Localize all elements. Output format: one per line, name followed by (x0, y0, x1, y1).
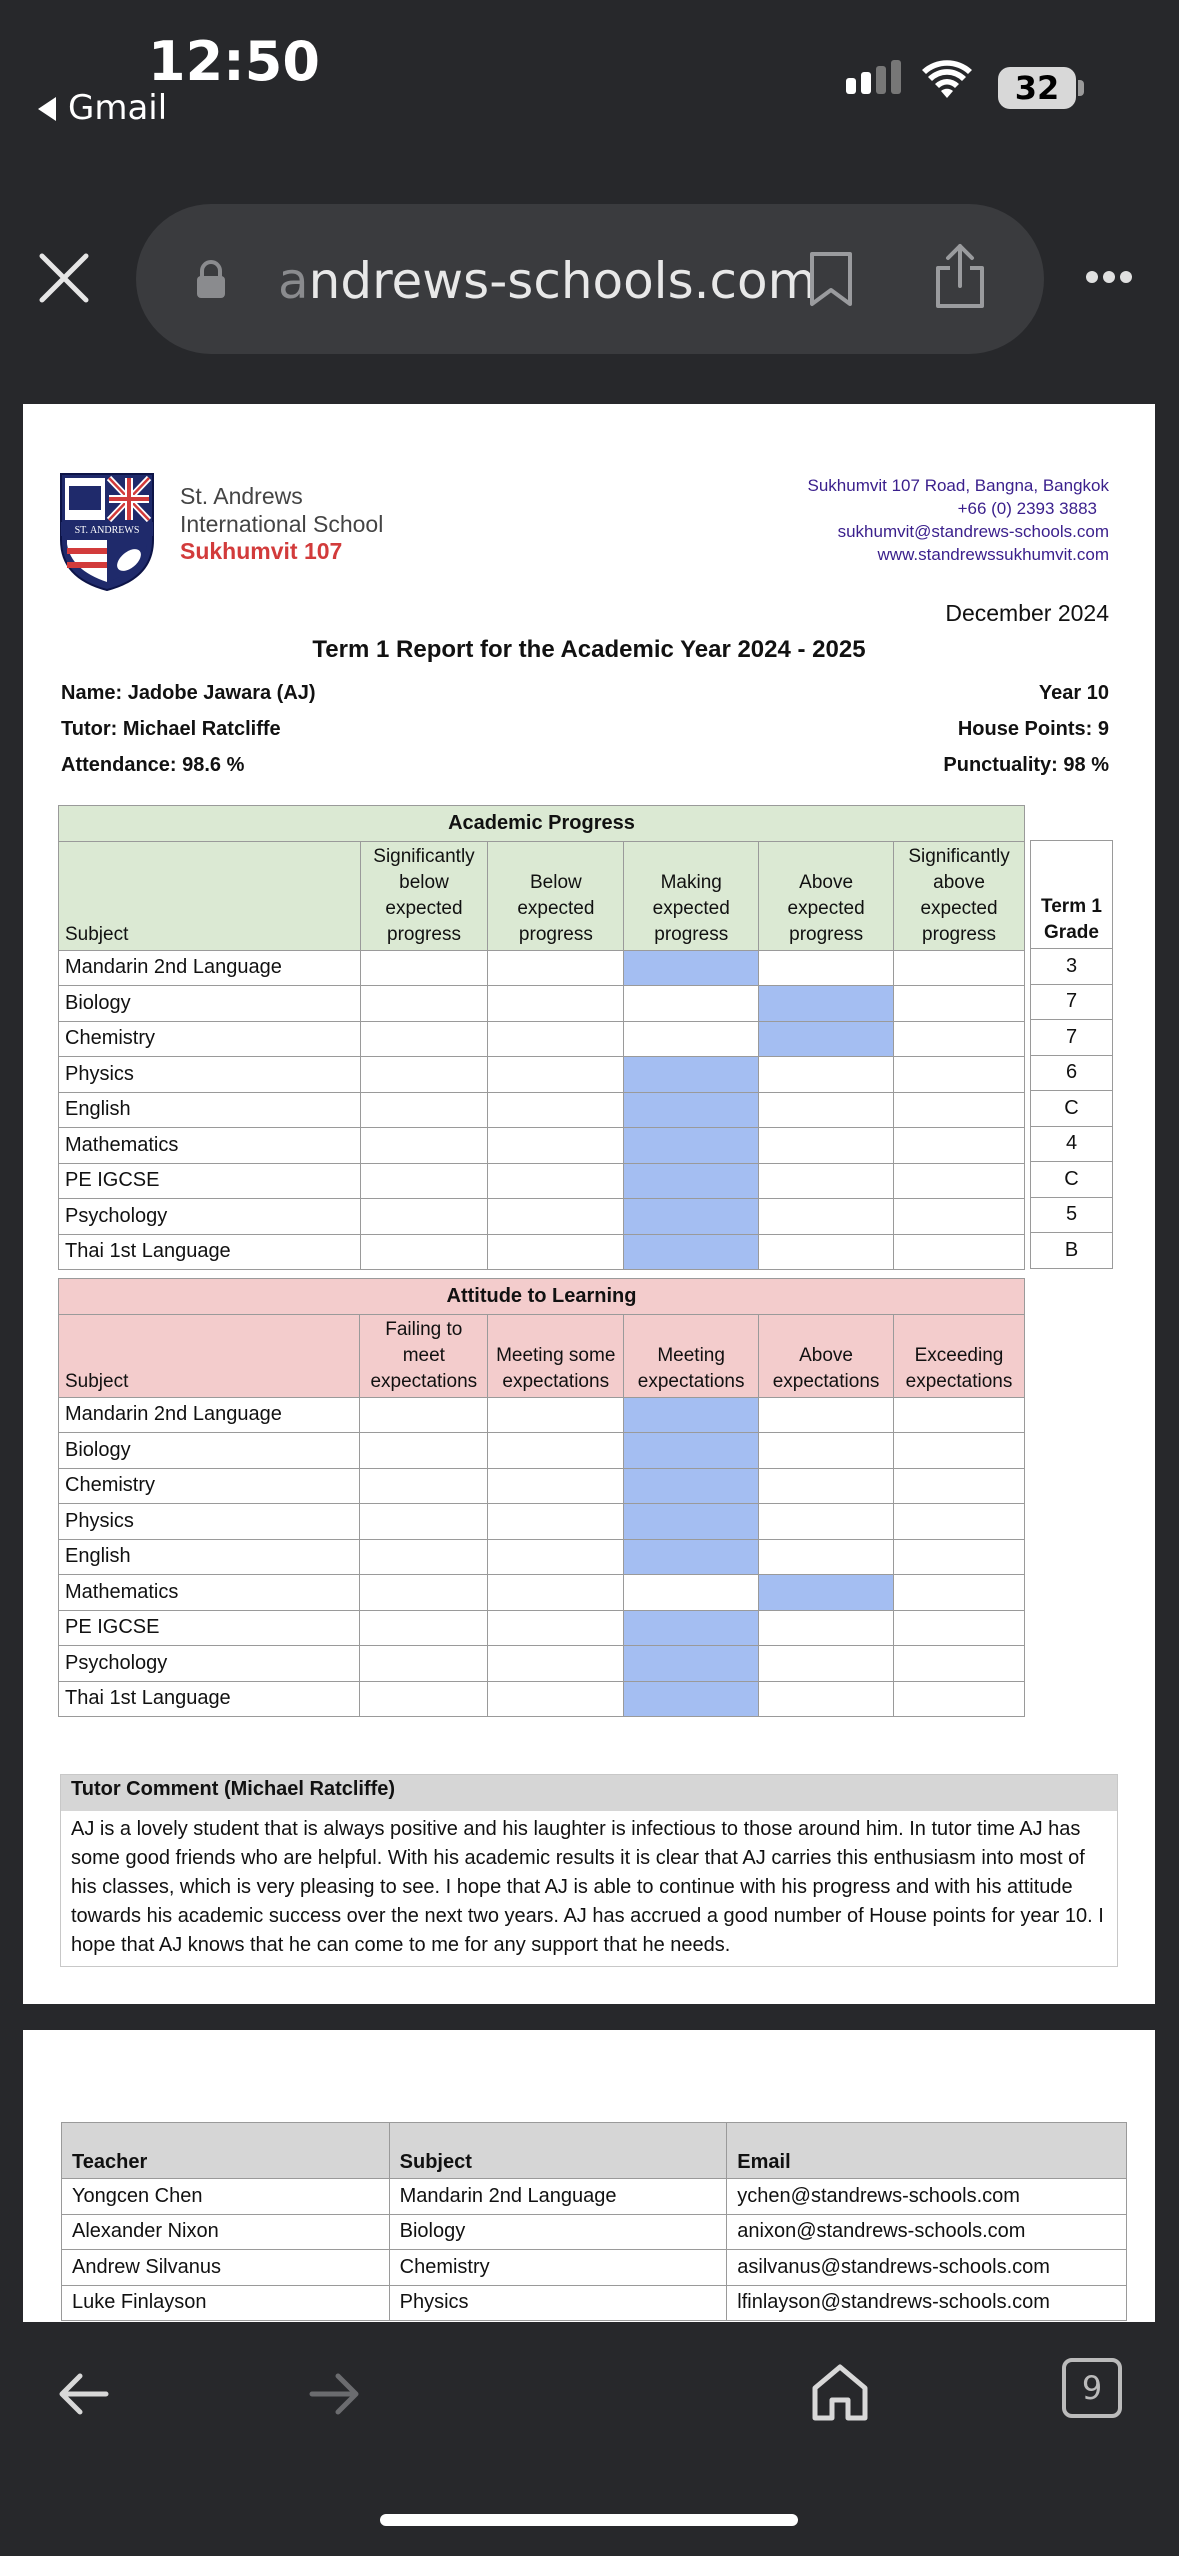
school-name (180, 482, 383, 538)
student-year: Year 10 (1038, 682, 1109, 704)
close-icon[interactable] (38, 252, 90, 304)
contact-address: Sukhumvit 107 Road, Bangna, Bangkok (807, 476, 1109, 495)
attitude-cell (488, 1504, 624, 1540)
attitude-row (59, 1681, 1025, 1717)
subject-cell: PE IGCSE (59, 1610, 360, 1646)
academic-row (59, 1057, 1025, 1093)
contact-phone: +66 (0) 2393 3883 (957, 499, 1097, 518)
subject-cell: Physics (59, 1504, 360, 1540)
progress-cell-selected (624, 1092, 759, 1128)
progress-cell (488, 1234, 624, 1270)
teacher-name-cell: Alexander Nixon (62, 2214, 390, 2250)
progress-cell-selected (624, 1234, 759, 1270)
progress-cell (894, 986, 1025, 1022)
forward-arrow-icon[interactable] (308, 2372, 362, 2416)
attitude-cell (759, 1539, 894, 1575)
term-grade-cell: C (1031, 1091, 1113, 1127)
progress-cell (488, 1163, 624, 1199)
wifi-icon (922, 60, 972, 100)
progress-cell-selected (624, 1128, 759, 1164)
attitude-cell (759, 1610, 894, 1646)
term-grade-cell: 6 (1031, 1055, 1113, 1091)
report-title: Term 1 Report for the Academic Year 2024 - 2025 (312, 636, 866, 663)
attitude-cell (894, 1468, 1025, 1504)
grade-row (1031, 1197, 1113, 1233)
subject-cell: Mathematics (59, 1575, 360, 1611)
progress-cell (488, 1057, 624, 1093)
attitude-cell (488, 1646, 624, 1682)
grade-row (1031, 1055, 1113, 1091)
student-punctuality: Punctuality: 98 % (943, 754, 1109, 776)
attitude-cell (488, 1575, 624, 1611)
share-icon[interactable] (932, 242, 988, 310)
academic-level-header: Significantly below expected progress (360, 841, 488, 950)
attitude-cell (894, 1610, 1025, 1646)
attitude-cell (488, 1397, 624, 1433)
attitude-cell (360, 1397, 488, 1433)
progress-cell (360, 1199, 488, 1235)
subject-cell: English (59, 1539, 360, 1575)
term-grade-cell: B (1031, 1233, 1113, 1269)
progress-cell (894, 1234, 1025, 1270)
tabs-button[interactable]: 9 (1062, 2358, 1122, 2418)
progress-cell (360, 986, 488, 1022)
progress-cell (488, 1092, 624, 1128)
teacher-row (62, 2179, 1127, 2215)
progress-cell (488, 1128, 624, 1164)
attitude-cell (759, 1397, 894, 1433)
progress-cell (759, 1199, 894, 1235)
student-house-points: House Points: 9 (957, 718, 1109, 740)
address-bar[interactable] (136, 204, 1044, 354)
grade-row (1031, 1091, 1113, 1127)
teacher-row (62, 2285, 1127, 2321)
progress-cell (759, 950, 894, 986)
attitude-cell (360, 1681, 488, 1717)
teacher-row (62, 2214, 1127, 2250)
contact-email-link[interactable]: sukhumvit@standrews-schools.com (837, 522, 1109, 541)
progress-cell (360, 1128, 488, 1164)
progress-cell-selected (624, 1199, 759, 1235)
student-name: Name: Jadobe Jawara (AJ) (61, 682, 316, 704)
progress-cell (759, 1092, 894, 1128)
progress-cell-selected (759, 986, 894, 1022)
academic-row (59, 1021, 1025, 1057)
term-grade-cell: C (1031, 1162, 1113, 1198)
progress-cell (360, 1234, 488, 1270)
battery-indicator: 32 (998, 67, 1076, 109)
attitude-cell (759, 1433, 894, 1469)
attitude-cell (360, 1610, 488, 1646)
subject-cell: Chemistry (59, 1021, 361, 1057)
progress-cell (488, 986, 624, 1022)
teacher-row (62, 2250, 1127, 2286)
back-to-app-button[interactable] (38, 88, 167, 128)
attitude-row (59, 1504, 1025, 1540)
academic-row (59, 986, 1025, 1022)
attitude-row (59, 1468, 1025, 1504)
teacher-email-link[interactable]: anixon@standrews-schools.com (727, 2214, 1127, 2250)
lock-icon (194, 259, 228, 299)
student-attendance: Attendance: 98.6 % (61, 754, 245, 776)
tutor-comment-box (60, 1774, 1118, 1967)
attitude-cell-selected (624, 1539, 759, 1575)
attitude-cell-selected (624, 1681, 759, 1717)
academic-level-header: Making expected progress (624, 841, 759, 950)
term-grade-header: Term 1 Grade (1031, 841, 1113, 949)
attitude-cell (759, 1468, 894, 1504)
teachers-column-header: Subject (389, 2123, 727, 2179)
contact-website-link[interactable]: www.standrewssukhumvit.com (877, 545, 1109, 564)
attitude-cell (360, 1539, 488, 1575)
academic-level-header: Above expected progress (759, 841, 894, 950)
attitude-row (59, 1610, 1025, 1646)
school-name-line2: International School (180, 511, 384, 537)
grade-row (1031, 1020, 1113, 1056)
attitude-row (59, 1539, 1025, 1575)
attitude-cell (360, 1468, 488, 1504)
home-icon[interactable] (810, 2362, 870, 2422)
teacher-name-cell: Andrew Silvanus (62, 2250, 390, 2286)
school-campus: Sukhumvit 107 (180, 538, 343, 564)
attitude-cell (894, 1681, 1025, 1717)
tutor-comment-text: AJ is a lovely student that is always positive and his laughter is infectious to those around him. In tutor time AJ has some good friends who are helpful. With his academic results it is clear that AJ carries this enthusiasm into most of his classes, which is very pleasing to see. I hope that AJ is able to continue with his progress and with his attitude towards his academic success over the next two years. AJ has accrued a good number of House points for year 10. I hope that AJ knows that he can come to me for any support that he needs. (71, 1818, 1104, 1956)
grade-row (1031, 984, 1113, 1020)
attitude-cell (894, 1646, 1025, 1682)
attitude-row (59, 1575, 1025, 1611)
term-grade-cell: 7 (1031, 984, 1113, 1020)
subject-cell: Physics (59, 1057, 361, 1093)
subject-cell: Mathematics (59, 1128, 361, 1164)
academic-level-header: Significantly above expected progress (894, 841, 1025, 950)
attitude-cell-selected (624, 1468, 759, 1504)
attitude-level-header: Above expectations (759, 1314, 894, 1397)
grade-row (1031, 949, 1113, 985)
attitude-cell (624, 1575, 759, 1611)
report-page (23, 404, 1155, 2004)
progress-cell (894, 1199, 1025, 1235)
term-grade-cell: 3 (1031, 949, 1113, 985)
progress-cell (759, 1234, 894, 1270)
progress-cell-selected (624, 950, 759, 986)
progress-cell (624, 1021, 759, 1057)
subject-cell: Chemistry (59, 1468, 360, 1504)
bookmark-icon[interactable] (808, 250, 854, 308)
progress-cell (894, 950, 1025, 986)
url-text (278, 252, 816, 310)
attitude-cell (894, 1433, 1025, 1469)
grade-row (1031, 1162, 1113, 1198)
attitude-level-header: Failing to meet expectations (360, 1314, 488, 1397)
progress-cell (894, 1128, 1025, 1164)
attitude-row (59, 1397, 1025, 1433)
teacher-email-link[interactable]: ychen@standrews-schools.com (727, 2179, 1127, 2215)
attitude-row (59, 1433, 1025, 1469)
progress-cell (360, 1057, 488, 1093)
back-triangle-icon (38, 97, 56, 121)
attitude-cell-selected (624, 1504, 759, 1540)
attitude-cell (488, 1468, 624, 1504)
progress-cell (488, 950, 624, 986)
student-tutor: Tutor: Michael Ratcliffe (61, 718, 281, 740)
teacher-subject-cell: Biology (389, 2214, 727, 2250)
term-grade-cell: 5 (1031, 1197, 1113, 1233)
attitude-cell (360, 1575, 488, 1611)
progress-cell-selected (624, 1057, 759, 1093)
home-indicator (380, 2514, 798, 2526)
progress-cell (488, 1021, 624, 1057)
report-page-2 (23, 2030, 1155, 2330)
attitude-cell (360, 1433, 488, 1469)
school-contact (808, 474, 1109, 566)
teachers-column-header: Email (727, 2123, 1127, 2179)
attitude-header-row (59, 1314, 1025, 1397)
attitude-cell (488, 1610, 624, 1646)
attitude-cell (894, 1504, 1025, 1540)
academic-row (59, 950, 1025, 986)
teacher-subject-cell: Physics (389, 2285, 727, 2321)
teachers-column-header: Teacher (62, 2123, 390, 2179)
progress-cell-selected (759, 1021, 894, 1057)
attitude-level-header: Meeting some expectations (488, 1314, 624, 1397)
teacher-name-cell: Yongcen Chen (62, 2179, 390, 2215)
tutor-comment-heading: Tutor Comment (Michael Ratcliffe) (61, 1775, 1117, 1811)
subject-cell: English (59, 1092, 361, 1128)
attitude-cell (360, 1646, 488, 1682)
grade-row (1031, 1233, 1113, 1269)
progress-cell (894, 1163, 1025, 1199)
subject-cell: Psychology (59, 1199, 361, 1235)
attitude-cell (360, 1504, 488, 1540)
teacher-subject-cell: Chemistry (389, 2250, 727, 2286)
progress-cell (759, 1057, 894, 1093)
subject-cell: Psychology (59, 1646, 360, 1682)
clock: 12:50 (148, 30, 320, 93)
progress-cell (360, 1163, 488, 1199)
progress-cell (488, 1199, 624, 1235)
academic-row (59, 1234, 1025, 1270)
url-domain: ndrews-schools.com (308, 252, 817, 310)
attitude-row (59, 1646, 1025, 1682)
teacher-email-link[interactable]: asilvanus@standrews-schools.com (727, 2250, 1127, 2286)
progress-cell (360, 950, 488, 986)
subject-cell: Mandarin 2nd Language (59, 1397, 360, 1433)
academic-row (59, 1092, 1025, 1128)
attitude-cell (488, 1681, 624, 1717)
academic-progress-caption: Academic Progress (59, 806, 1025, 842)
teacher-email-link[interactable]: lfinlayson@standrews-schools.com (727, 2285, 1127, 2321)
academic-progress-table (58, 805, 1025, 1270)
subject-column-header: Subject (59, 841, 361, 950)
subject-cell: Biology (59, 986, 361, 1022)
academic-row (59, 1163, 1025, 1199)
attitude-cell-selected (624, 1397, 759, 1433)
subject-cell: PE IGCSE (59, 1163, 361, 1199)
subject-cell: Thai 1st Language (59, 1234, 361, 1270)
crest-text: ST. ANDREWS (74, 525, 140, 536)
teachers-table (61, 2122, 1127, 2321)
back-arrow-icon[interactable] (56, 2372, 110, 2416)
progress-cell (894, 1057, 1025, 1093)
progress-cell (894, 1092, 1025, 1128)
status-bar (0, 0, 1179, 150)
teacher-subject-cell: Mandarin 2nd Language (389, 2179, 727, 2215)
academic-header-row (59, 841, 1025, 950)
subject-cell: Biology (59, 1433, 360, 1469)
subject-cell: Thai 1st Language (59, 1681, 360, 1717)
teacher-name-cell: Luke Finlayson (62, 2285, 390, 2321)
progress-cell (360, 1092, 488, 1128)
academic-row (59, 1128, 1025, 1164)
school-crest-logo (57, 470, 157, 592)
battery-nub (1078, 80, 1084, 96)
academic-level-header: Below expected progress (488, 841, 624, 950)
grade-row (1031, 1126, 1113, 1162)
term-grade-table (1030, 840, 1113, 1269)
attitude-cell (894, 1397, 1025, 1433)
attitude-cell (894, 1539, 1025, 1575)
progress-cell (624, 986, 759, 1022)
term-grade-cell: 7 (1031, 1020, 1113, 1056)
subject-column-header: Subject (59, 1314, 360, 1397)
attitude-cell (488, 1539, 624, 1575)
attitude-cell-selected (759, 1575, 894, 1611)
progress-cell-selected (624, 1163, 759, 1199)
attitude-cell-selected (624, 1433, 759, 1469)
attitude-cell-selected (624, 1646, 759, 1682)
report-date: December 2024 (945, 600, 1109, 626)
subject-cell: Mandarin 2nd Language (59, 950, 361, 986)
term-grade-cell: 4 (1031, 1126, 1113, 1162)
progress-cell (759, 1128, 894, 1164)
attitude-to-learning-table (58, 1278, 1025, 1717)
attitude-level-header: Exceeding expectations (894, 1314, 1025, 1397)
url-faded-prefix: a (278, 252, 309, 310)
attitude-cell (759, 1504, 894, 1540)
academic-row (59, 1199, 1025, 1235)
attitude-level-header: Meeting expectations (624, 1314, 759, 1397)
attitude-cell-selected (624, 1610, 759, 1646)
attitude-cell (488, 1433, 624, 1469)
back-app-label: Gmail (68, 88, 168, 128)
teachers-header-row (62, 2123, 1127, 2179)
school-name-line1: St. Andrews (180, 483, 303, 509)
progress-cell (759, 1163, 894, 1199)
more-options-icon[interactable] (1086, 270, 1137, 288)
attitude-cell (894, 1575, 1025, 1611)
progress-cell (360, 1021, 488, 1057)
attitude-caption: Attitude to Learning (59, 1279, 1025, 1315)
progress-cell (894, 1021, 1025, 1057)
attitude-cell (759, 1646, 894, 1682)
attitude-cell (759, 1681, 894, 1717)
